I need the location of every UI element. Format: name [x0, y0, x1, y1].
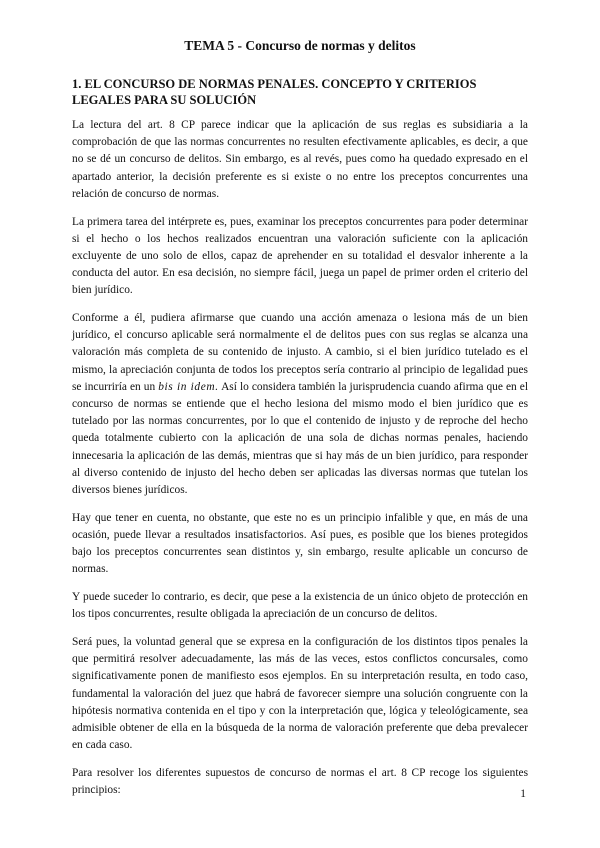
page-title: TEMA 5 - Concurso de normas y delitos: [184, 38, 416, 53]
latin-term-bis-in-idem: bis in idem.: [158, 380, 219, 393]
paragraph-3-text-after: Así lo considera también la jurisprudencia cuando afirma que en el concurso de normas se entiende que el hecho lesiona del mismo modo el bien jurídico que es tutelado por las normas concurrentes, por lo que el contenido de injusto y de reproche del hecho queda totalmente cubierto con la aplicación de una sola de dichas normas penales, haciendo innecesaria la aplicación de las demás, mientras que si hay más de un bien jurídico, para responder al diverso contenido de injusto del hecho deben ser aplicadas las diversas normas que tutelan los diversos bienes jurídicos.: [72, 380, 528, 497]
page-number: 1: [520, 788, 526, 800]
paragraph-4: Hay que tener en cuenta, no obstante, que este no es un principio infalible y que, en más de una ocasión, puede llevar a resultados insatisfactorios. Así pues, es posible que los bienes protegidos bajo los preceptos concurrentes sean distintos y, sin embargo, resulte aplicable un concurso de normas.: [72, 511, 528, 576]
paragraph-2: La primera tarea del intérprete es, pues, examinar los preceptos concurrentes para poder determinar si el hecho o los hechos realizados encuentran una valoración suficiente con la aplicación excluyente de uno solo de ellos, capaz de aprehender en su totalidad el desvalor inherente a la conducta del autor. En esa decisión, no siempre fácil, juega un papel de primer orden el criterio del bien jurídico.: [72, 215, 528, 297]
paragraph-1: La lectura del art. 8 CP parece indicar que la aplicación de sus reglas es subsidiaria a la comprobación de que las normas concurrentes no resulten efectivamente aplicables, es decir, a que no se dé un concurso de delitos. Sin embargo, es al revés, pues como ha quedado expresado en el apartado anterior, la decisión preferente es si existe o no entre los preceptos concurrentes una relación de concurso de normas.: [72, 119, 528, 200]
paragraph-3: [72, 310, 528, 499]
paragraph-7: Para resolver los diferentes supuestos de concurso de normas el art. 8 CP recoge los siguientes principios:: [72, 766, 528, 797]
paragraph-5: Y puede suceder lo contrario, es decir, que pese a la existencia de un único objeto de protección en los tipos concurrentes, resulte obligada la apreciación de un concurso de delitos.: [72, 591, 528, 621]
section-heading: 1. EL CONCURSO DE NORMAS PENALES. CONCEPTO Y CRITERIOS LEGALES PARA SU SOLUCIÓN: [72, 77, 477, 107]
paragraph-3-text-before: Conforme a él, pudiera afirmarse que cuando una acción amenaza o lesiona más de un bien jurídico, el concurso aplicable será normalmente el de delitos pues con sus reglas se alcanza una valoración más completa de su contenido de injusto. A cambio, si el bien jurídico tutelado es el mismo, la apreciación conjunta de todos los preceptos sería contrario al principio de legalidad pues se incurriría en un: [72, 312, 528, 393]
paragraph-6: Será pues, la voluntad general que se expresa en la configuración de los distintos tipos penales la que permitirá resolver adecuadamente, las más de las veces, estos conflictos concursales, como significativamente ponen de manifiesto esos ejemplos. En su interpretación resulta, en todo caso, fundamental la valoración del juez que habrá de favorecer siempre una solución congruente con la hipótesis normativa contenida en el tipo y con la interpretación que, lógica y teleológicamente, sea admisible obtener de ella en la búsqueda de la norma de valoración preferente que deba prevalecer en cada caso.: [72, 635, 528, 752]
